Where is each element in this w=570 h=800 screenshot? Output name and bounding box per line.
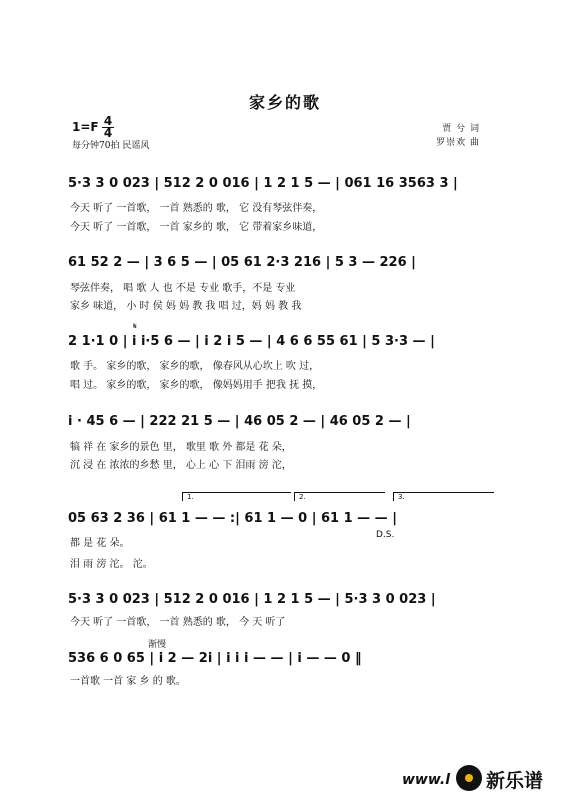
lyric-line-4a: 犒 祥 在 家乡的景色 里， 歌里 歌 外 都是 花 朵， [70,442,292,453]
lyric-line-2b: 家乡 味道， 小 时 侯 妈 妈 教 我 唱 过，妈 妈 教 我 [70,301,302,312]
ending-bracket-3: 3. [393,492,494,501]
watermark-logo [456,762,556,794]
notation-line-5: 05 63 2 36 | 61 1 — — :| 61 1 — 0 | 61 1 — — | [68,511,397,526]
tempo-marking: 每分钟70拍 民谣风 [72,141,150,151]
notation-line-3: 2 1·1 0 | i i·5 6 — | i 2 i 5 — | 4 6 6 55 61 | 5 3·3 — | [68,334,435,349]
song-title: 家乡的歌 [248,93,321,112]
vinyl-disc-icon [456,765,482,791]
lyric-line-3b: 唱 过。 家乡的歌， 家乡的歌， 像妈妈用手 把我 抚 摸， [70,380,323,391]
lyric-line-2a: 琴弦伴奏， 唱 歌 人 也 不是 专业 歌手，不是 专业 [70,283,296,294]
segno-marker: 𝄋 [133,322,137,332]
notation-line-2: 61 52 2 — | 3 6 5 — | 05 61 2·3 216 | 5 3 — 226 | [68,255,416,270]
lyric-line-7: 一首歌 一首 家 乡 的 歌。 [70,676,186,687]
composer-credit: 罗崇欢 曲 [436,138,480,148]
ending-bracket-1: 1. [182,492,291,501]
lyric-line-5b: 泪 雨 滂 沱。 沱。 [70,559,153,570]
lyric-line-1b: 今天 听了 一首歌， 一首 家乡的 歌， 它 带着家乡味道， [70,222,323,233]
notation-line-4: i · 45 6 — | 222 21 5 — | 46 05 2 — | 46 05 2 — | [68,414,411,429]
lyric-line-4b: 沉 浸 在 浓浓的乡愁 里， 心上 心 下 泪雨 滂 沱， [70,460,292,471]
time-signature-bottom: 4 [103,126,113,140]
time-signature [102,116,114,139]
lyric-line-6: 今天 听了 一首歌， 一首 熟悉的 歌， 今 天 听了 [70,617,286,628]
notation-line-6: 5·3 3 0 023 | 512 2 0 016 | 1 2 1 5 — | 5·3 3 0 023 | [68,592,436,607]
time-signature-top: 4 [103,114,113,128]
lyric-line-3a: 歌 手。 家乡的歌， 家乡的歌， 像春风从心坎上 吹 过， [70,361,320,372]
notation-line-1: 5·3 3 0 023 | 512 2 0 016 | 1 2 1 5 — | 061 16 3563 3 | [68,176,458,191]
watermark-url: www.l [401,772,450,788]
ending-bracket-2: 2. [294,492,385,501]
lyric-line-5a: 都 是 花 朵。 [70,538,130,549]
key-signature: 1=F [72,120,99,134]
dal-segno-marker: D.S. [376,530,395,540]
ritardando-marking: 渐慢 [148,640,167,650]
lyricist-credit: 贾 兮 词 [442,124,480,134]
watermark-brand: 新乐谱 [486,770,544,792]
lyric-line-1a: 今天 听了 一首歌， 一首 熟悉的 歌， 它 没有琴弦伴奏， [70,203,323,214]
notation-line-7: 536 6 0 65 | i 2 — 2i | i i i — — | i — — 0 ‖ [68,651,362,666]
